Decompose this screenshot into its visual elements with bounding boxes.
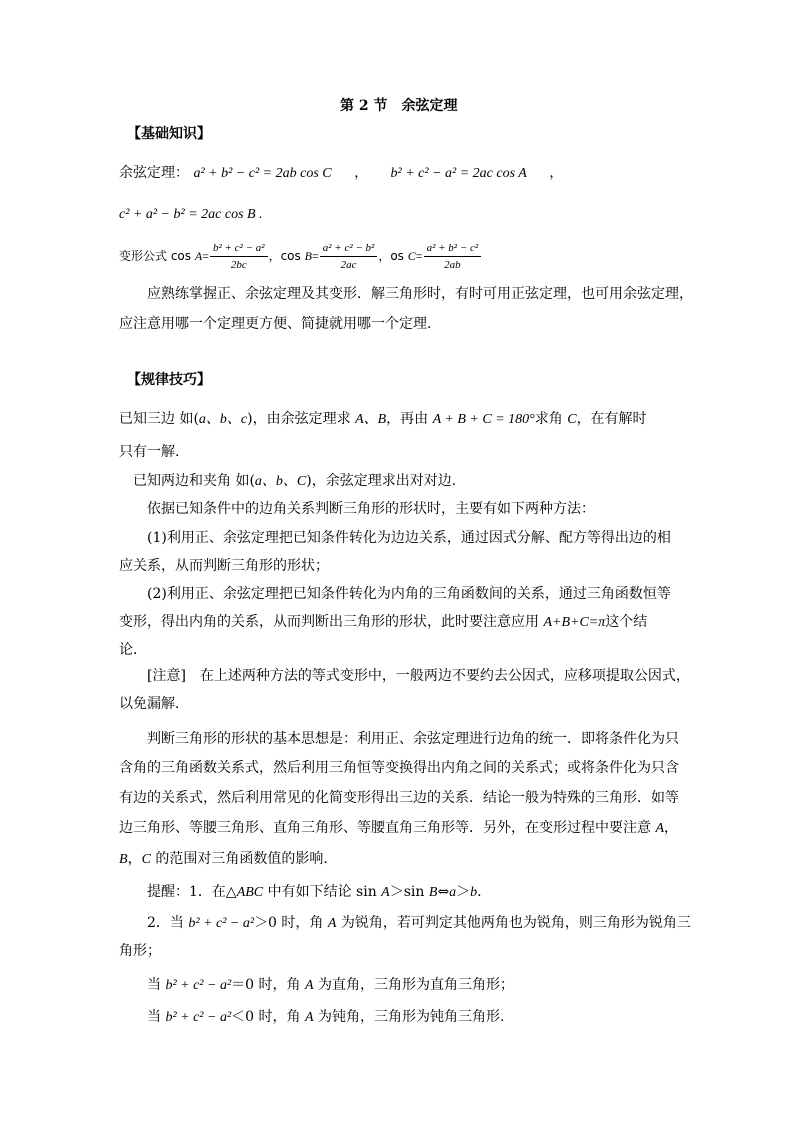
note-line-1: [注意] 在上述两种方法的等式变形中，一般两边不要约去公因式，应移项提取公因式， [147, 668, 690, 684]
basic-heading: 【基础知识】 [127, 126, 211, 142]
separator: ， [354, 165, 369, 181]
cos-c-var: C [407, 249, 416, 263]
reminder-2: 2．当 b² + c² − a²＞0 时，角 A 为锐角，若可判定其他两角也为锐角，则三角形为锐角三 [147, 915, 691, 931]
variant-formulas: 变形公式 cos A= $\frac{\text{b² + c² − a²}}{2bc}$ ，cos B= $\frac{\text{a² + c² − b²}}{2ac}$ ，os C= $\frac{\text{a² + b² − c²}}{2ab}$ [119, 236, 482, 276]
reminder-1: 提醒：1．在△ABC 中有如下结论 sin A＞sin B⇔a＞b. [147, 884, 482, 900]
rule-line-5: (1)利用正、余弦定理把已知条件转化为边边关系，通过因式分解、配方等得出边的相 [147, 530, 671, 546]
cos-b-label: ，cos [268, 249, 305, 263]
note-line-2: 以免漏解． [119, 696, 189, 712]
separator: ， [549, 165, 564, 181]
shape-para-3: 有边的关系式，然后利用常见的化简变形得出三边的关系．结论一般为特殊的三角形．如等 [119, 790, 679, 806]
law-prefix: 余弦定理： [119, 165, 189, 181]
rule-line-1: 已知三边 如(a、b、c)，由余弦定理求 A、B，再由 A + B + C = 180°求角 C，在有解时 [119, 411, 647, 427]
rule-line-9: 论． [119, 642, 147, 658]
law-line-2 [119, 204, 263, 225]
rules-heading: 【规律技巧】 [127, 372, 211, 388]
cos-c-fraction: $\frac{\text{a² + b² − c²}}{2ab}$ [424, 241, 482, 272]
rule-line-7: (2)利用正、余弦定理把已知条件转化为内角的三角函数间的关系，通过三角函数恒等 [147, 586, 671, 602]
law-1: a² + b² − c² = 2ab cos C [193, 166, 332, 181]
reminder-4: 当 b² + c² − a²＜0 时，角 A 为钝角，三角形为钝角三角形. [147, 1009, 505, 1025]
rule-line-8: 变形，得出内角的关系，从而判断出三角形的形状，此时要注意应用 A+B+C=π这个结 [119, 614, 648, 630]
cos-b-fraction: $\frac{\text{a² + c² − b²}}{2ac}$ [320, 241, 378, 272]
law-3: c² + a² − b² = 2ac cos B . [119, 207, 263, 222]
cos-c-label: ，os [378, 249, 408, 263]
rule-line-3: 已知两边和夹角 如(a、b、C)，余弦定理求出对对边. [133, 473, 457, 489]
shape-para-5: B，C 的范围对三角函数值的影响． [119, 851, 338, 867]
law-line-1 [119, 163, 563, 184]
page-title: 第 2 节 余弦定理 [340, 98, 458, 114]
shape-para-2: 含角的三角函数关系式，然后利用三角恒等变换得出内角之间的关系式；或将条件化为只含 [119, 760, 679, 776]
basic-para-2: 应注意用哪一个定理更方便、简捷就用哪一个定理． [119, 316, 441, 332]
law-2: b² + c² − a² = 2ac cos A [390, 166, 527, 181]
variant-label: 变形公式 cos [119, 249, 195, 263]
cos-a-var: A [194, 249, 203, 263]
shape-para-1: 判断三角形的形状的基本思想是：利用正、余弦定理进行边角的统一．即将条件化为只 [147, 731, 679, 747]
rule-line-2: 只有一解. [119, 444, 180, 460]
basic-para-1: 应熟练掌握正、余弦定理及其变形．解三角形时，有时可用正弦定理，也可用余弦定理， [147, 286, 693, 302]
rule-line-6: 应关系，从而判断三角形的形状； [119, 558, 329, 574]
reminder-3: 当 b² + c² − a²＝0 时，角 A 为直角，三角形为直角三角形； [147, 977, 514, 993]
reminder-2-cont: 角形； [119, 943, 161, 959]
shape-para-4: 边三角形、等腰三角形、直角三角形、等腰直角三角形等．另外，在变形过程中要注意 A， [119, 820, 679, 836]
cos-b-var: B [304, 249, 312, 263]
rule-line-4: 依据已知条件中的边角关系判断三角形的形状时，主要有如下两种方法： [147, 501, 595, 517]
cos-a-fraction: $\frac{\text{b² + c² − a²}}{2bc}$ [210, 241, 268, 272]
